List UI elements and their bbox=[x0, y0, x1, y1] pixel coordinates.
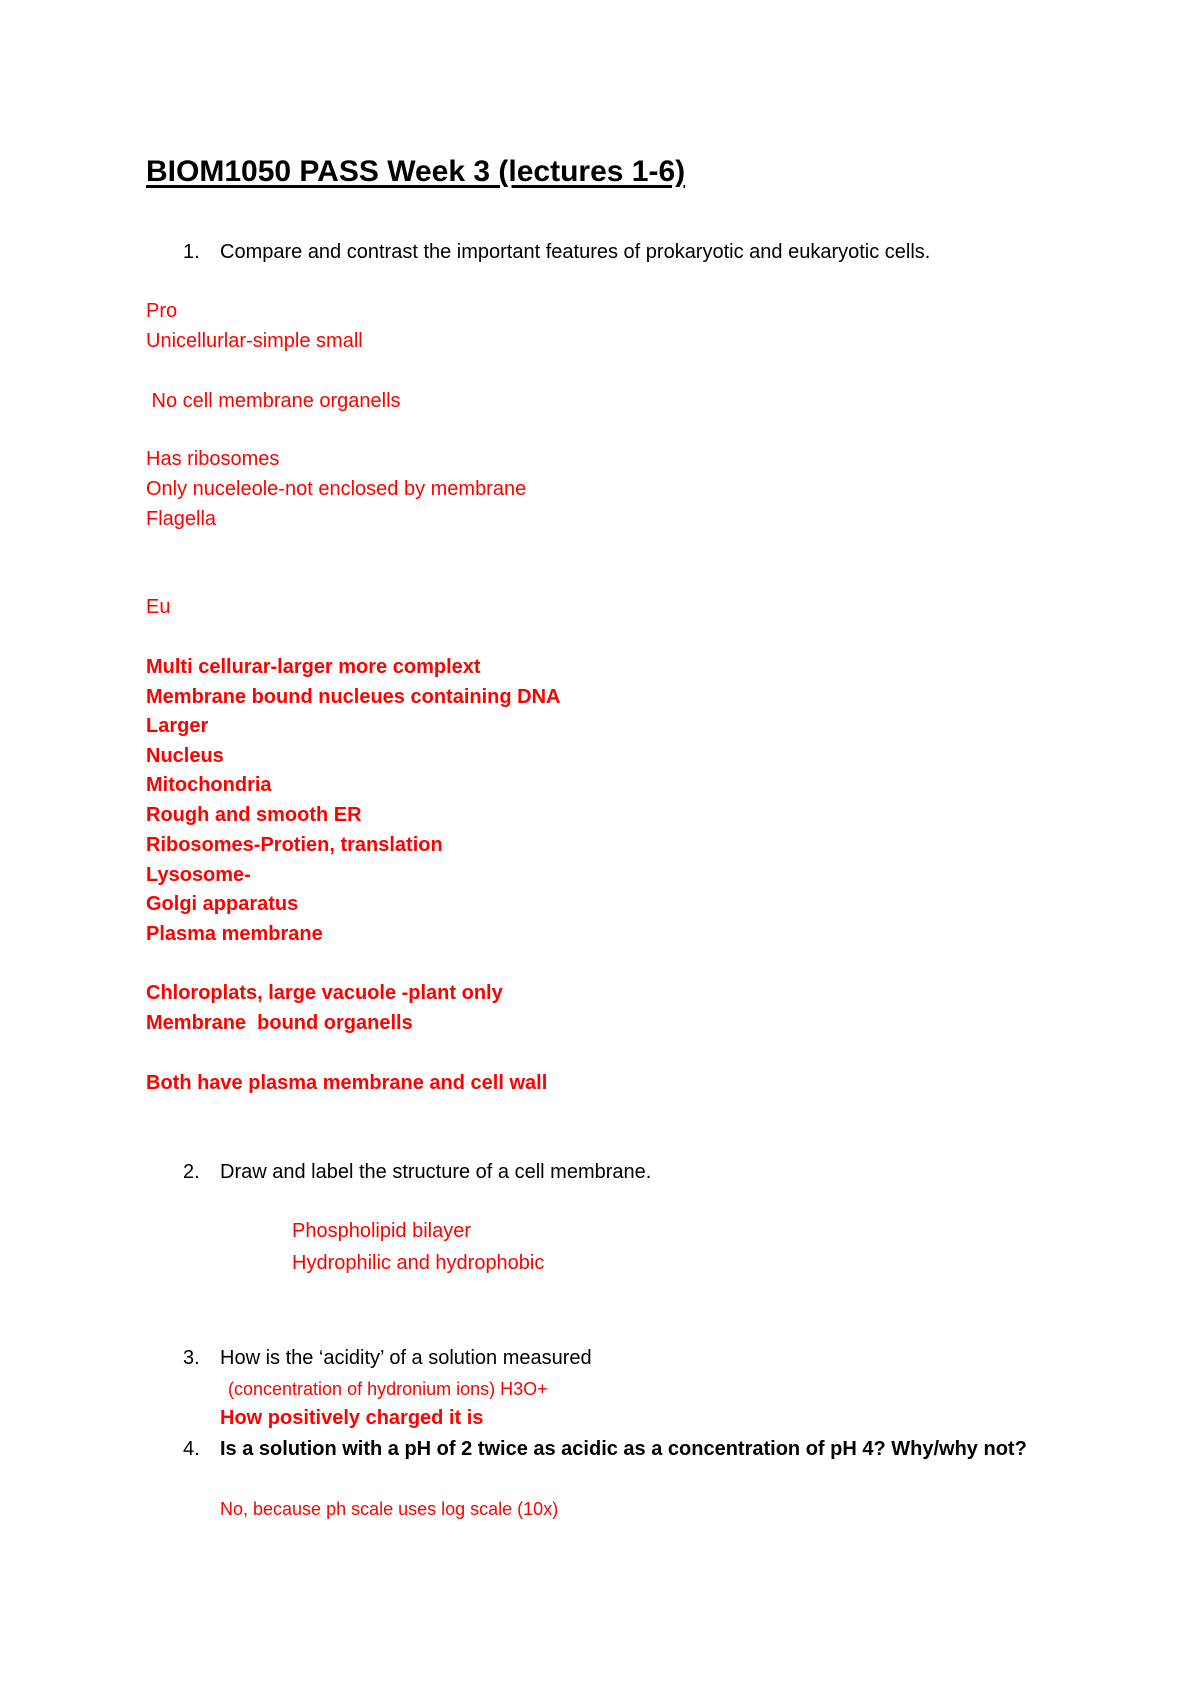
question-2-text: Draw and label the structure of a cell membrane. bbox=[220, 1161, 652, 1183]
answer-eu-line: Mitochondria bbox=[146, 774, 272, 796]
answer-eu-line: Ribosomes-Protien, translation bbox=[146, 834, 443, 856]
answer-eu-line: Larger bbox=[146, 715, 209, 737]
answer-pro-line: Unicellurlar-simple small bbox=[146, 330, 363, 352]
answer-eu-line: Multi cellurar-larger more complext bbox=[146, 656, 481, 678]
answer-both-line: Both have plasma membrane and cell wall bbox=[146, 1072, 548, 1094]
answer-q2-line: Hydrophilic and hydrophobic bbox=[292, 1252, 545, 1274]
answer-q2-line: Phospholipid bilayer bbox=[292, 1220, 472, 1242]
question-1-number: 1. bbox=[183, 241, 200, 263]
answer-pro-heading: Pro bbox=[146, 300, 178, 322]
answer-eu-line: Rough and smooth ER bbox=[146, 804, 362, 826]
answer-eu-line: Golgi apparatus bbox=[146, 893, 299, 915]
answer-eu-line: Membrane bound organells bbox=[146, 1012, 413, 1034]
answer-eu-line: Lysosome- bbox=[146, 864, 251, 886]
answer-pro-line: Only nuceleole-not enclosed by membrane bbox=[146, 478, 527, 500]
answer-eu-line: Membrane bound nucleues containing DNA bbox=[146, 686, 561, 708]
answer-pro-line: Flagella bbox=[146, 508, 217, 530]
answer-eu-line: Chloroplats, large vacuole -plant only bbox=[146, 982, 503, 1004]
question-3-text: How is the ‘acidity’ of a solution measured bbox=[220, 1347, 592, 1369]
answer-eu-line: Plasma membrane bbox=[146, 923, 323, 945]
answer-eu-heading: Eu bbox=[146, 596, 171, 618]
document-title: BIOM1050 PASS Week 3 (lectures 1-6) bbox=[146, 155, 686, 188]
question-4-number: 4. bbox=[183, 1438, 200, 1460]
answer-pro-line: No cell membrane organells bbox=[146, 390, 401, 412]
answer-q3-line: (concentration of hydronium ions) H3O+ bbox=[228, 1379, 548, 1399]
answer-q3-line: How positively charged it is bbox=[220, 1407, 484, 1429]
answer-q4-line: No, because ph scale uses log scale (10x) bbox=[220, 1499, 559, 1519]
question-1-text: Compare and contrast the important features of prokaryotic and eukaryotic cells. bbox=[220, 241, 931, 263]
answer-pro-line: Has ribosomes bbox=[146, 448, 280, 470]
question-2-number: 2. bbox=[183, 1161, 200, 1183]
question-3-number: 3. bbox=[183, 1347, 200, 1369]
question-4-text: Is a solution with a pH of 2 twice as acidic as a concentration of pH 4? Why/why not? bbox=[220, 1438, 1027, 1460]
answer-eu-line: Nucleus bbox=[146, 745, 224, 767]
